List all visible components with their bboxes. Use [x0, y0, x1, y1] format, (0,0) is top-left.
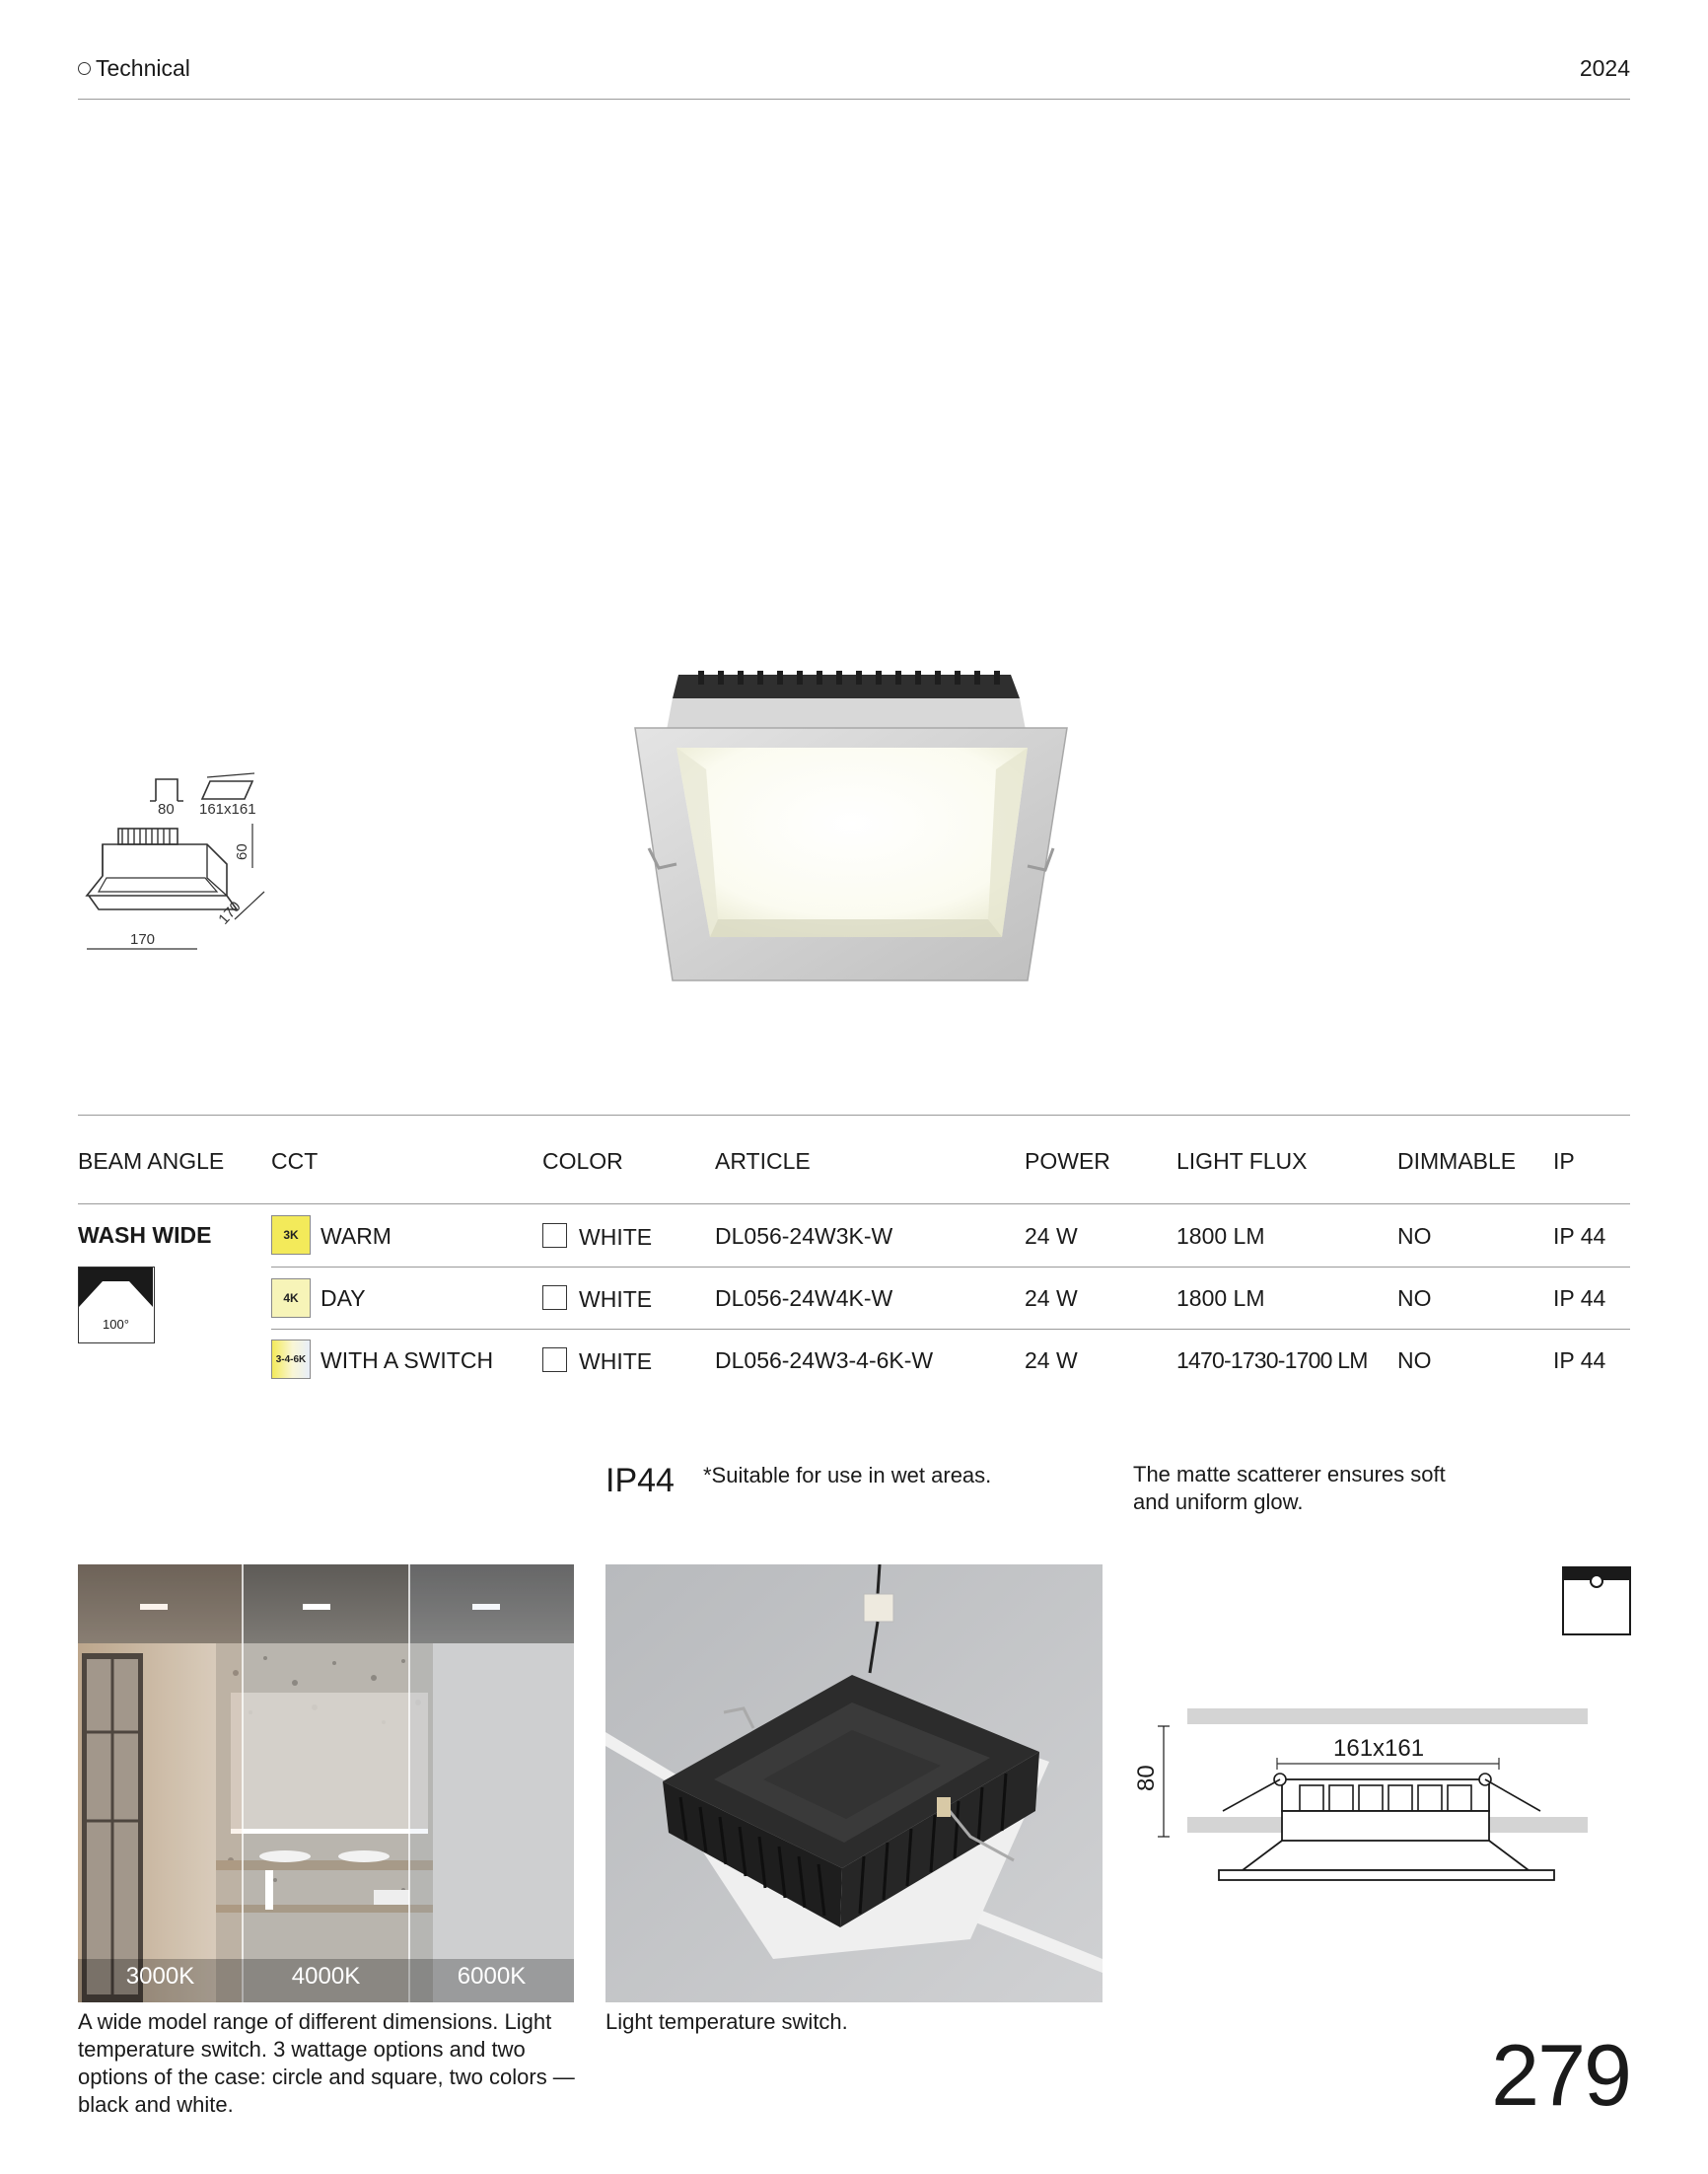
dimmable-value: NO: [1397, 1285, 1432, 1311]
beam-name: WASH WIDE: [78, 1222, 212, 1248]
beam-angle-badge: [78, 1267, 155, 1343]
height-value: 60: [234, 843, 250, 860]
circle-icon: [78, 62, 91, 75]
ip-note-text: *Suitable for use in wet areas.: [703, 1463, 992, 1487]
power-value: 24 W: [1025, 1347, 1078, 1373]
cct-label: DAY: [320, 1285, 366, 1311]
scatter-note-line: The matte scatterer ensures soft: [1133, 1462, 1446, 1486]
caption-line: A wide model range of different dimensions. Light: [78, 2009, 552, 2034]
section-label: [78, 55, 190, 82]
col-header-color: COLOR: [542, 1148, 623, 1174]
scatter-note: [1133, 1461, 1446, 1516]
col-header-light-flux: LIGHT FLUX: [1176, 1148, 1308, 1174]
depth-dimension-label: 80: [1133, 1765, 1160, 1791]
downlight-back-icon: [605, 1564, 1103, 2002]
flux-value: 1470-1730-1700 LM: [1176, 1347, 1368, 1373]
cct-3000k-label: 3000K: [125, 1963, 195, 1990]
caption-line: temperature switch. 3 wattage options and two: [78, 2037, 526, 2062]
flux-value: 1800 LM: [1176, 1223, 1265, 1249]
color-swatch: [542, 1223, 567, 1248]
dimmable-value: NO: [1397, 1347, 1432, 1373]
beam-angle-value: 100°: [103, 1317, 129, 1332]
photo2-caption: Light temperature switch.: [605, 2009, 848, 2034]
col-header-beam-angle: BEAM ANGLE: [78, 1148, 225, 1174]
header-divider: [78, 99, 1630, 100]
dimmable-value: NO: [1397, 1223, 1432, 1249]
depth-value: 80: [158, 801, 175, 818]
row-divider: [271, 1267, 1630, 1268]
cutout-dimension-label: 161x161: [1333, 1735, 1425, 1762]
switch-photo: [605, 1564, 1103, 2002]
section-title: Technical: [96, 55, 190, 81]
col-header-ip: IP: [1553, 1148, 1575, 1174]
color-swatch: [542, 1347, 567, 1372]
power-value: 24 W: [1025, 1285, 1078, 1311]
year-label: 2024: [1579, 55, 1630, 81]
flux-value: 1800 LM: [1176, 1285, 1265, 1311]
col-header-dimmable: DIMMABLE: [1397, 1148, 1517, 1174]
cct-label: WARM: [320, 1223, 391, 1249]
product-image: [621, 661, 1075, 996]
ip-value: IP 44: [1553, 1285, 1606, 1311]
ip-rating-label: IP44: [605, 1462, 675, 1499]
cct-badge-3k: 3K: [271, 1215, 311, 1255]
cutout-value: 161x161: [199, 801, 256, 818]
dimensions-drawing-icon: [79, 769, 276, 957]
cct-badge-switch: 3-4-6K: [271, 1340, 311, 1379]
color-swatch: [542, 1285, 567, 1310]
bathroom-scene-icon: [78, 1564, 574, 2002]
recessed-mount-icon: [1562, 1566, 1631, 1635]
beam-angle-icon: [79, 1268, 153, 1317]
row-divider: [271, 1329, 1630, 1330]
cct-4000k-label: 4000K: [291, 1963, 361, 1990]
installation-diagram: [1124, 1697, 1598, 1894]
caption-line: black and white.: [78, 2092, 234, 2117]
downlight-product-icon: [621, 661, 1075, 996]
scatter-note-line: and uniform glow.: [1133, 1489, 1304, 1514]
cct-badge-4k: 4K: [271, 1278, 311, 1318]
col-header-article: ARTICLE: [715, 1148, 811, 1174]
width-value: 170: [130, 931, 156, 948]
photo1-caption: [78, 2008, 591, 2119]
table-header-divider: [78, 1203, 1630, 1204]
col-header-cct: CCT: [271, 1148, 319, 1174]
article-code: DL056-24W4K-W: [715, 1285, 893, 1311]
ip-value: IP 44: [1553, 1347, 1606, 1373]
color-label: WHITE: [579, 1348, 653, 1374]
power-value: 24 W: [1025, 1223, 1078, 1249]
color-label: WHITE: [579, 1286, 653, 1312]
table-top-divider: [78, 1115, 1630, 1116]
installation-cross-section-icon: [1124, 1697, 1598, 1894]
color-label: WHITE: [579, 1224, 653, 1250]
bathroom-photo: [78, 1564, 574, 2002]
article-code: DL056-24W3K-W: [715, 1223, 893, 1249]
article-code: DL056-24W3-4-6K-W: [715, 1347, 934, 1373]
caption-line: options of the case: circle and square, two colors —: [78, 2065, 575, 2089]
ip-value: IP 44: [1553, 1223, 1606, 1249]
dimensions-diagram: [79, 769, 276, 957]
col-header-power: POWER: [1025, 1148, 1110, 1174]
cct-label: WITH A SWITCH: [320, 1347, 494, 1373]
page-number: 279: [1491, 2026, 1630, 2124]
length-value: 170: [215, 898, 245, 928]
cct-6000k-label: 6000K: [457, 1963, 527, 1990]
